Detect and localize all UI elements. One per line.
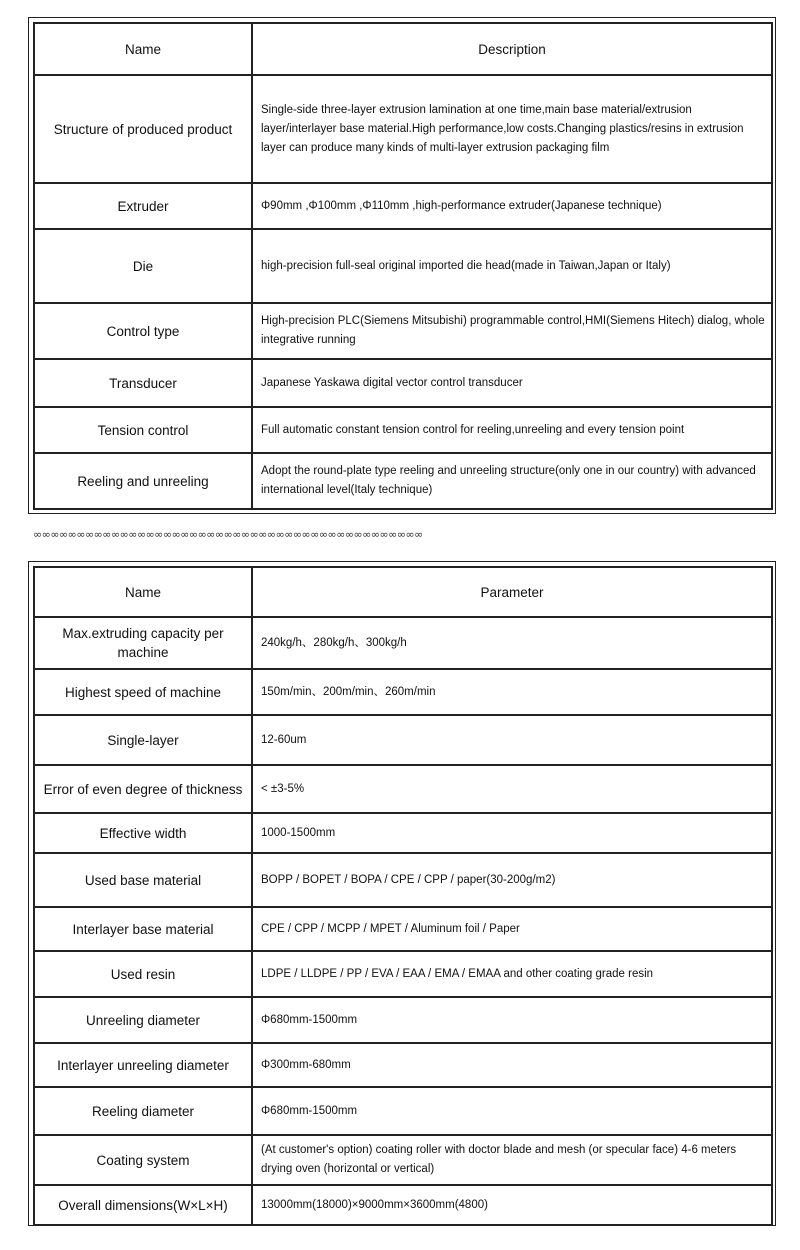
row-name: Highest speed of machine xyxy=(34,669,252,715)
table-row xyxy=(34,715,772,765)
row-parameter: (At customer's option) coating roller with doctor blade and mesh (or specular face) 4-6 meters drying oven (horizontal or vertical) xyxy=(252,1135,772,1185)
row-name: Effective width xyxy=(34,813,252,853)
row-name: Overall dimensions(W×L×H) xyxy=(34,1185,252,1225)
row-name: Interlayer unreeling diameter xyxy=(34,1043,252,1087)
row-description: Full automatic constant tension control for reeling,unreeling and every tension point xyxy=(252,407,772,453)
row-name: Error of even degree of thickness xyxy=(34,765,252,813)
row-name: Coating system xyxy=(34,1135,252,1185)
table-row xyxy=(34,951,772,997)
table-row xyxy=(34,453,772,509)
table2-header-row xyxy=(34,567,772,617)
table-row xyxy=(34,407,772,453)
row-parameter: 13000mm(18000)×9000mm×3600mm(4800) xyxy=(252,1185,772,1225)
table-row xyxy=(34,765,772,813)
header-name: Name xyxy=(34,23,252,75)
row-parameter: LDPE / LLDPE / PP / EVA / EAA / EMA / EMAA and other coating grade resin xyxy=(252,951,772,997)
row-parameter: 240kg/h、280kg/h、300kg/h xyxy=(252,617,772,669)
row-name: Reeling and unreeling xyxy=(34,453,252,509)
row-parameter: CPE / CPP / MCPP / MPET / Aluminum foil / Paper xyxy=(252,907,772,951)
row-name: Transducer xyxy=(34,359,252,407)
row-name: Die xyxy=(34,229,252,303)
row-description: Adopt the round-plate type reeling and unreeling structure(only one in our country) with advanced international level(Italy technique) xyxy=(252,453,772,509)
row-name: Structure of produced product xyxy=(34,75,252,183)
row-parameter: 12-60um xyxy=(252,715,772,765)
table-row xyxy=(34,1135,772,1185)
row-parameter: BOPP / BOPET / BOPA / CPE / CPP / paper(30-200g/m2) xyxy=(252,853,772,907)
row-parameter: 1000-1500mm xyxy=(252,813,772,853)
table-row xyxy=(34,813,772,853)
table-row xyxy=(34,669,772,715)
parameter-table xyxy=(33,566,773,1226)
table-row xyxy=(34,303,772,359)
table-row xyxy=(34,1087,772,1135)
row-parameter: Φ680mm-1500mm xyxy=(252,1087,772,1135)
table-row xyxy=(34,229,772,303)
row-description: high-precision full-seal original imported die head(made in Taiwan,Japan or Italy) xyxy=(252,229,772,303)
row-description: Single-side three-layer extrusion lamination at one time,main base material/extrusion layer/interlayer base material.High performance,low costs.Changing plastics/resins in extrusion layer can produce many kinds of multi-layer extrusion packaging film xyxy=(252,75,772,183)
table-row xyxy=(34,75,772,183)
row-name: Control type xyxy=(34,303,252,359)
table-row xyxy=(34,997,772,1043)
row-name: Single-layer xyxy=(34,715,252,765)
row-description: Japanese Yaskawa digital vector control transducer xyxy=(252,359,772,407)
row-description: High-precision PLC(Siemens Mitsubishi) programmable control,HMI(Siemens Hitech) dialog, whole integrative running xyxy=(252,303,772,359)
table1-header-row xyxy=(34,23,772,75)
row-description: Φ90mm ,Φ100mm ,Φ110mm ,high-performance extruder(Japanese technique) xyxy=(252,183,772,229)
header-name: Name xyxy=(34,567,252,617)
row-name: Max.extruding capacity per machine xyxy=(34,617,252,669)
row-name: Reeling diameter xyxy=(34,1087,252,1135)
table-row xyxy=(34,183,772,229)
infinity-divider: ∞∞∞∞∞∞∞∞∞∞∞∞∞∞∞∞∞∞∞∞∞∞∞∞∞∞∞∞∞∞∞∞∞∞∞∞∞∞∞∞∞∞∞∞∞ xyxy=(33,528,423,541)
row-name: Unreeling diameter xyxy=(34,997,252,1043)
row-name: Extruder xyxy=(34,183,252,229)
row-name: Tension control xyxy=(34,407,252,453)
row-name: Used resin xyxy=(34,951,252,997)
table-row xyxy=(34,359,772,407)
row-parameter: Φ680mm-1500mm xyxy=(252,997,772,1043)
row-parameter: < ±3-5% xyxy=(252,765,772,813)
row-name: Interlayer base material xyxy=(34,907,252,951)
table-row xyxy=(34,907,772,951)
table-row xyxy=(34,1185,772,1225)
row-parameter: Φ300mm-680mm xyxy=(252,1043,772,1087)
row-parameter: 150m/min、200m/min、260m/min xyxy=(252,669,772,715)
table-row xyxy=(34,1043,772,1087)
header-description: Description xyxy=(252,23,772,75)
header-parameter: Parameter xyxy=(252,567,772,617)
row-name: Used base material xyxy=(34,853,252,907)
description-table xyxy=(33,22,773,510)
table-row xyxy=(34,853,772,907)
table-row xyxy=(34,617,772,669)
